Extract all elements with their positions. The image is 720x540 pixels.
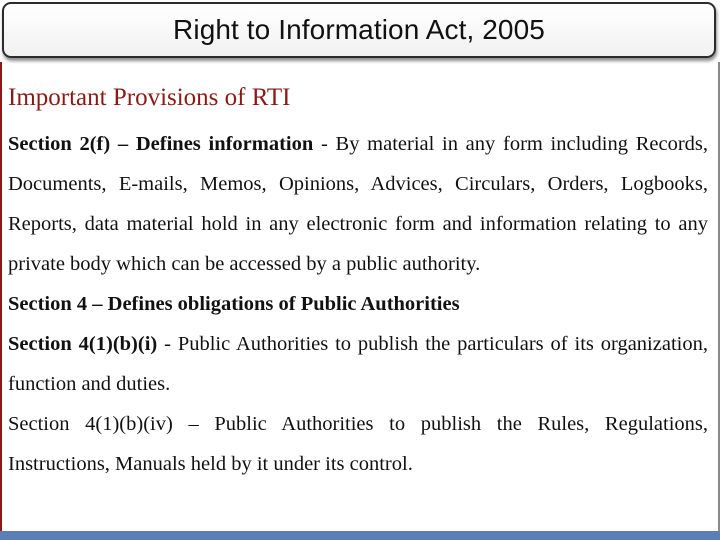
slide-body bbox=[8, 80, 708, 484]
slide-subtitle: Important Provisions of RTI bbox=[8, 84, 291, 111]
provision-section-4 bbox=[8, 284, 708, 324]
footer-bar bbox=[0, 531, 720, 540]
provision-section-4-1-b-i bbox=[8, 324, 708, 404]
slide-title: Right to Information Act, 2005 bbox=[173, 14, 545, 45]
provision-text: - Public Authorities to publish the particulars of its organization, function and duties. bbox=[8, 333, 708, 395]
provision-section-2f bbox=[8, 124, 708, 284]
provision-section-4-1-b-iv bbox=[8, 404, 708, 484]
title-banner bbox=[2, 2, 716, 58]
provision-heading: Section 4 – Defines obligations of Public Authorities bbox=[8, 293, 460, 315]
provision-text: Section 4(1)(b)(iv) – Public Authorities to publish the Rules, Regulations, Instructions, Manuals held by it under its control. bbox=[8, 413, 708, 475]
left-accent-rule bbox=[0, 62, 2, 532]
provision-heading: Section 4(1)(b)(i) bbox=[8, 333, 158, 355]
provision-text: - By material in any form including Records, Documents, E-mails, Memos, Opinions, Advices, Circulars, Orders, Logbooks, Reports, data material hold in any electronic form and information relating to any private body which can be accessed by a public authority. bbox=[8, 133, 708, 275]
provision-heading: Section 2(f) – Defines information bbox=[8, 133, 314, 155]
